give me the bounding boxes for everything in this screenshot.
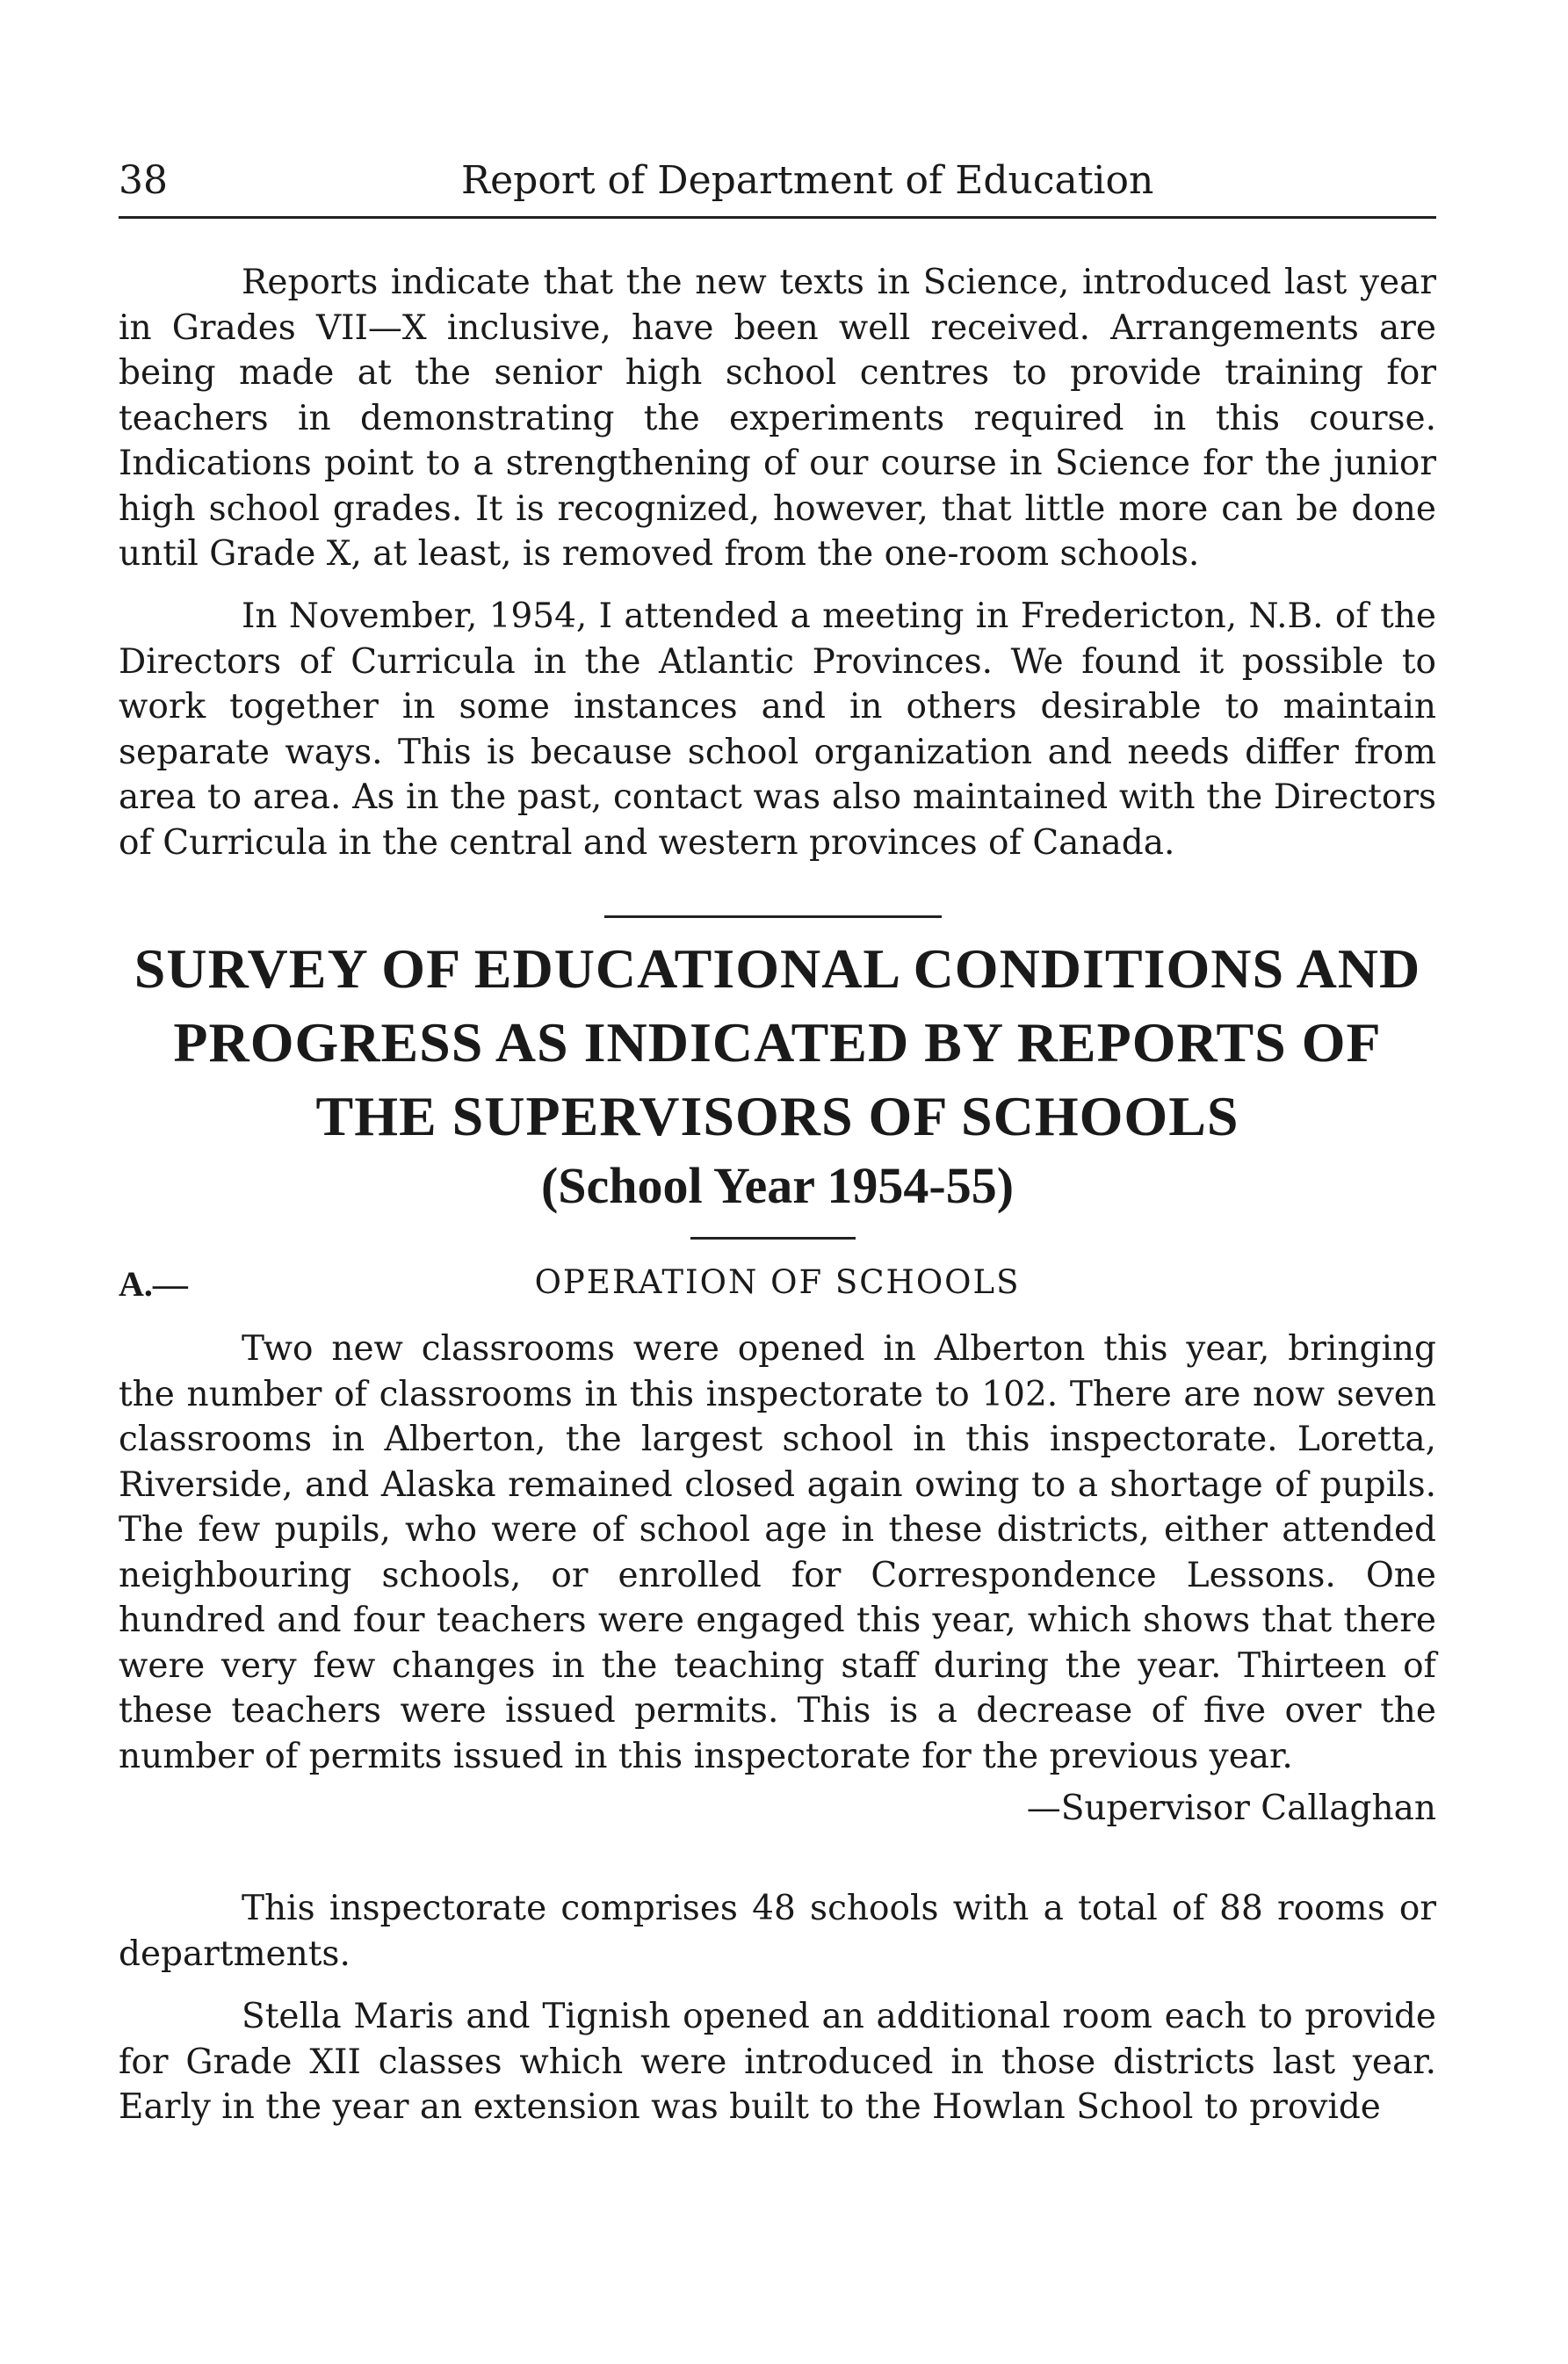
- paragraph-directors-meeting: In November, 1954, I attended a meeting in Fredericton, N.B. of the Directors of Curricula in the Atlantic Provinces. We found it possible to work together in some instances and in others desirable to maintain separate ways. This is because school organization and needs differ from area to area. As in the past, contact was also maintained with the Directors of Curricula in the central and western provinces of Canada.: [119, 596, 1436, 863]
- paragraph-alberton-classrooms: Two new classrooms were opened in Alberton this year, bringing the number of classrooms in this inspectorate to 102. There are now seven classrooms in Alberton, the largest school in this inspectorate. Loretta, Riverside, and Alaska remained closed again owing to a shortage of pupils. The few pupils, who were of school age in these districts, either attended neighbouring schools, or enrolled for Correspondence Lessons. One hundred and four teachers were engaged this year, which shows that there were very few changes in the teaching staff during the year. Thirteen of these teachers were issued permits. This is a decrease of five over the number of permits issued in this inspectorate for the previous year.: [119, 1329, 1436, 1776]
- section-letter: A.—: [119, 1264, 188, 1304]
- survey-subtitle: (School Year 1954-55): [540, 1157, 1015, 1214]
- paragraph-stella-maris: Stella Maris and Tignish opened an additional room each to provide for Grade XII classes which were introduced in those districts last year. Early in the year an extension was built to the Howlan School to provide: [119, 1997, 1436, 2127]
- running-title: Report of Department of Education: [461, 158, 1154, 203]
- supervisor-signature: —Supervisor Callaghan: [1026, 1789, 1436, 1828]
- subtitle-divider: [690, 1237, 856, 1240]
- paragraph-inspectorate-schools: This inspectorate comprises 48 schools with a total of 88 rooms or departments.: [119, 1889, 1436, 1974]
- section-heading: OPERATION OF SCHOOLS: [534, 1263, 1021, 1301]
- page-number: 38: [119, 158, 168, 203]
- paragraph-science-texts: Reports indicate that the new texts in Science, introduced last year in Grades VII—X inclusive, have been well received. Arrangements are being made at the senior high school centres to provide training for teachers in demonstrating the experiments required in this course. Indications point to a strengthening of our course in Science for the junior high school grades. It is recognized, however, that little more can be done until Grade X, at least, is removed from the one-room schools.: [119, 263, 1436, 574]
- survey-title: SURVEY OF EDUCATIONAL CONDITIONS AND PROGRESS AS INDICATED BY REPORTS OF THE SUPERVISORS OF SCHOOLS: [134, 937, 1421, 1147]
- page-header: [119, 155, 1436, 219]
- section-divider: [604, 915, 942, 918]
